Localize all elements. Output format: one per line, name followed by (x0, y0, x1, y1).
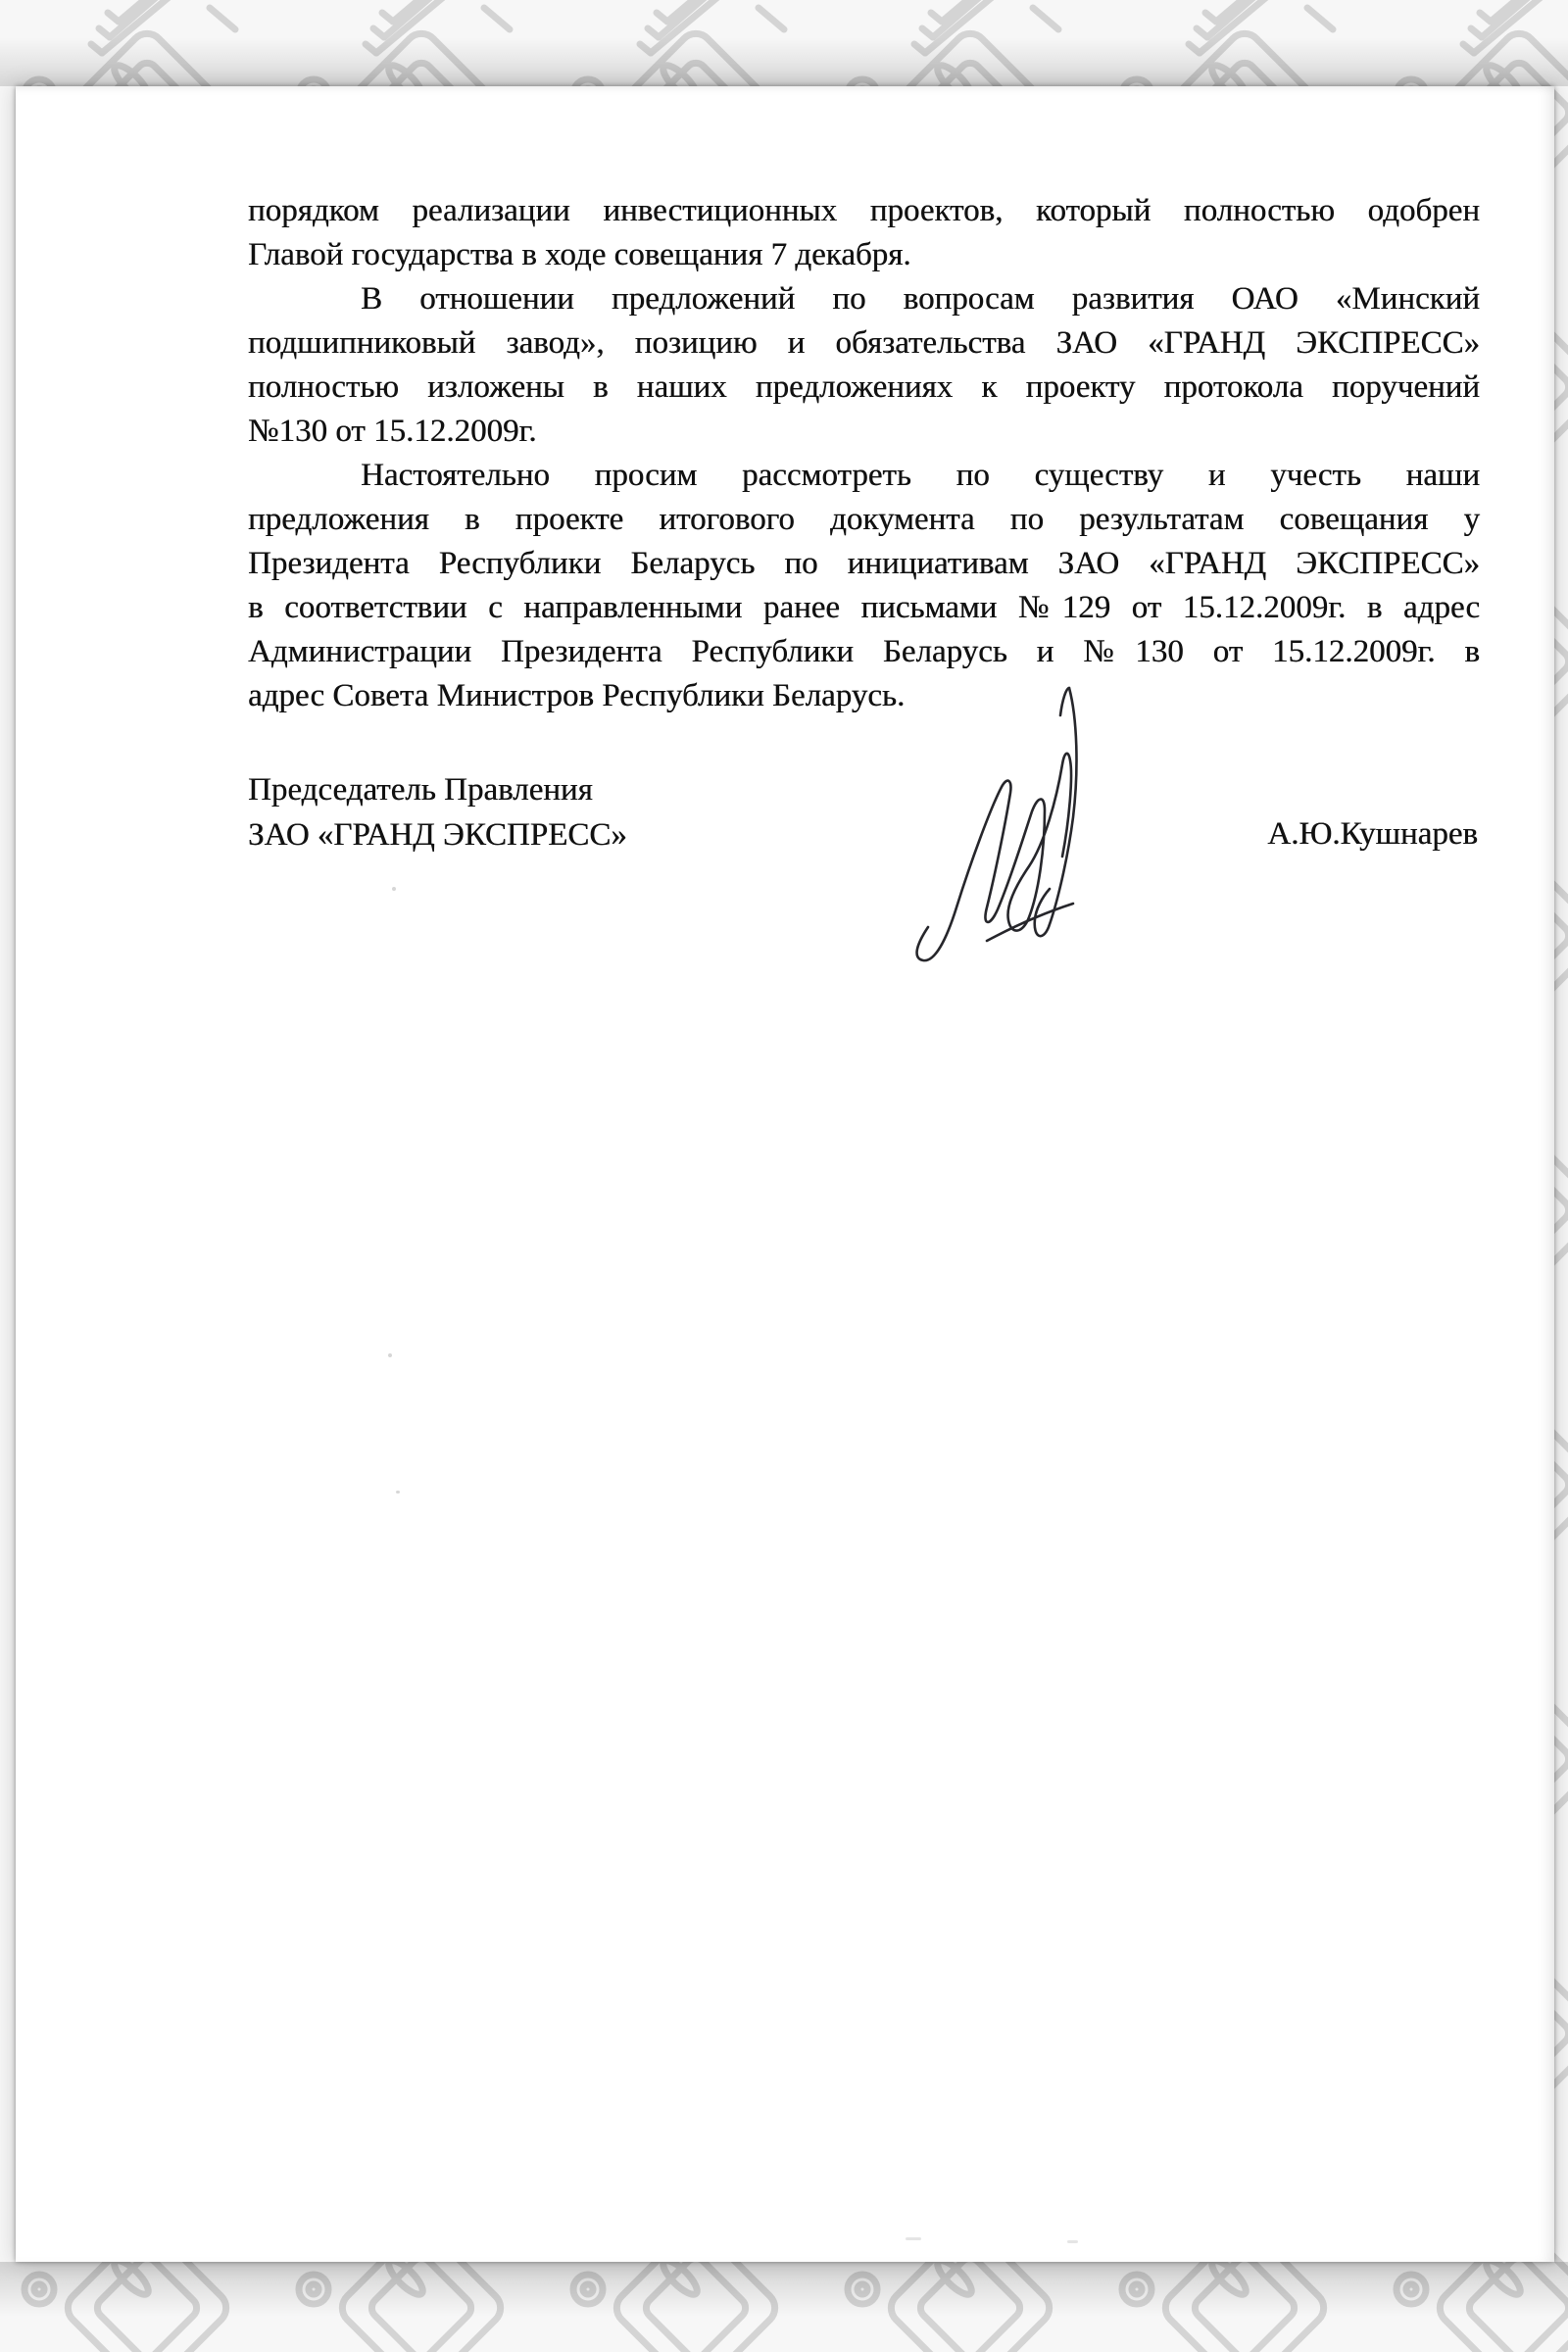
scan-speck (396, 1491, 400, 1494)
text-line: №130 от 15.12.2009г. (248, 414, 537, 449)
signatory-company: ЗАО «ГРАНД ЭКСПРЕСС» (248, 817, 627, 853)
document-page (16, 86, 1554, 2262)
text-line: порядком реализации инвестиционных проектов, который полностью одобрен (248, 193, 1480, 228)
signature-block (248, 767, 934, 858)
text-line: Администрации Президента Республики Беларусь и №130 от 15.12.2009г. в (248, 634, 1480, 669)
scan-speck (392, 887, 396, 891)
text-line: подшипниковый завод», позицию и обязательства ЗАО «ГРАНД ЭКСПРЕСС» (248, 325, 1480, 361)
handwritten-signature (903, 674, 1099, 968)
text-line: Главой государства в ходе совещания 7 декабря. (248, 237, 911, 272)
scan-smudge (906, 2237, 921, 2240)
text-line: Настоятельно просим рассмотреть по существу и учесть наши (361, 458, 1480, 493)
scan-smudge (1067, 2240, 1078, 2243)
text-line: полностью изложены в наших предложениях к проекту протокола поручений (248, 369, 1480, 405)
signatory-title: Председатель Правления (248, 772, 593, 808)
text-line: Президента Республики Беларусь по инициативам ЗАО «ГРАНД ЭКСПРЕСС» (248, 546, 1480, 581)
text-line: В отношении предложений по вопросам развития ОАО «Минский (361, 281, 1480, 317)
scan-speck (388, 1353, 392, 1357)
text-line: адрес Совета Министров Республики Беларусь. (248, 678, 906, 713)
letter-body (248, 189, 1480, 718)
text-line: предложения в проекте итогового документа по результатам совещания у (248, 502, 1480, 537)
signatory-name: А.Ю.Кушнарев (1267, 816, 1478, 852)
text-line: в соответствии с направленными ранее письмами №129 от 15.12.2009г. в адрес (248, 590, 1480, 625)
